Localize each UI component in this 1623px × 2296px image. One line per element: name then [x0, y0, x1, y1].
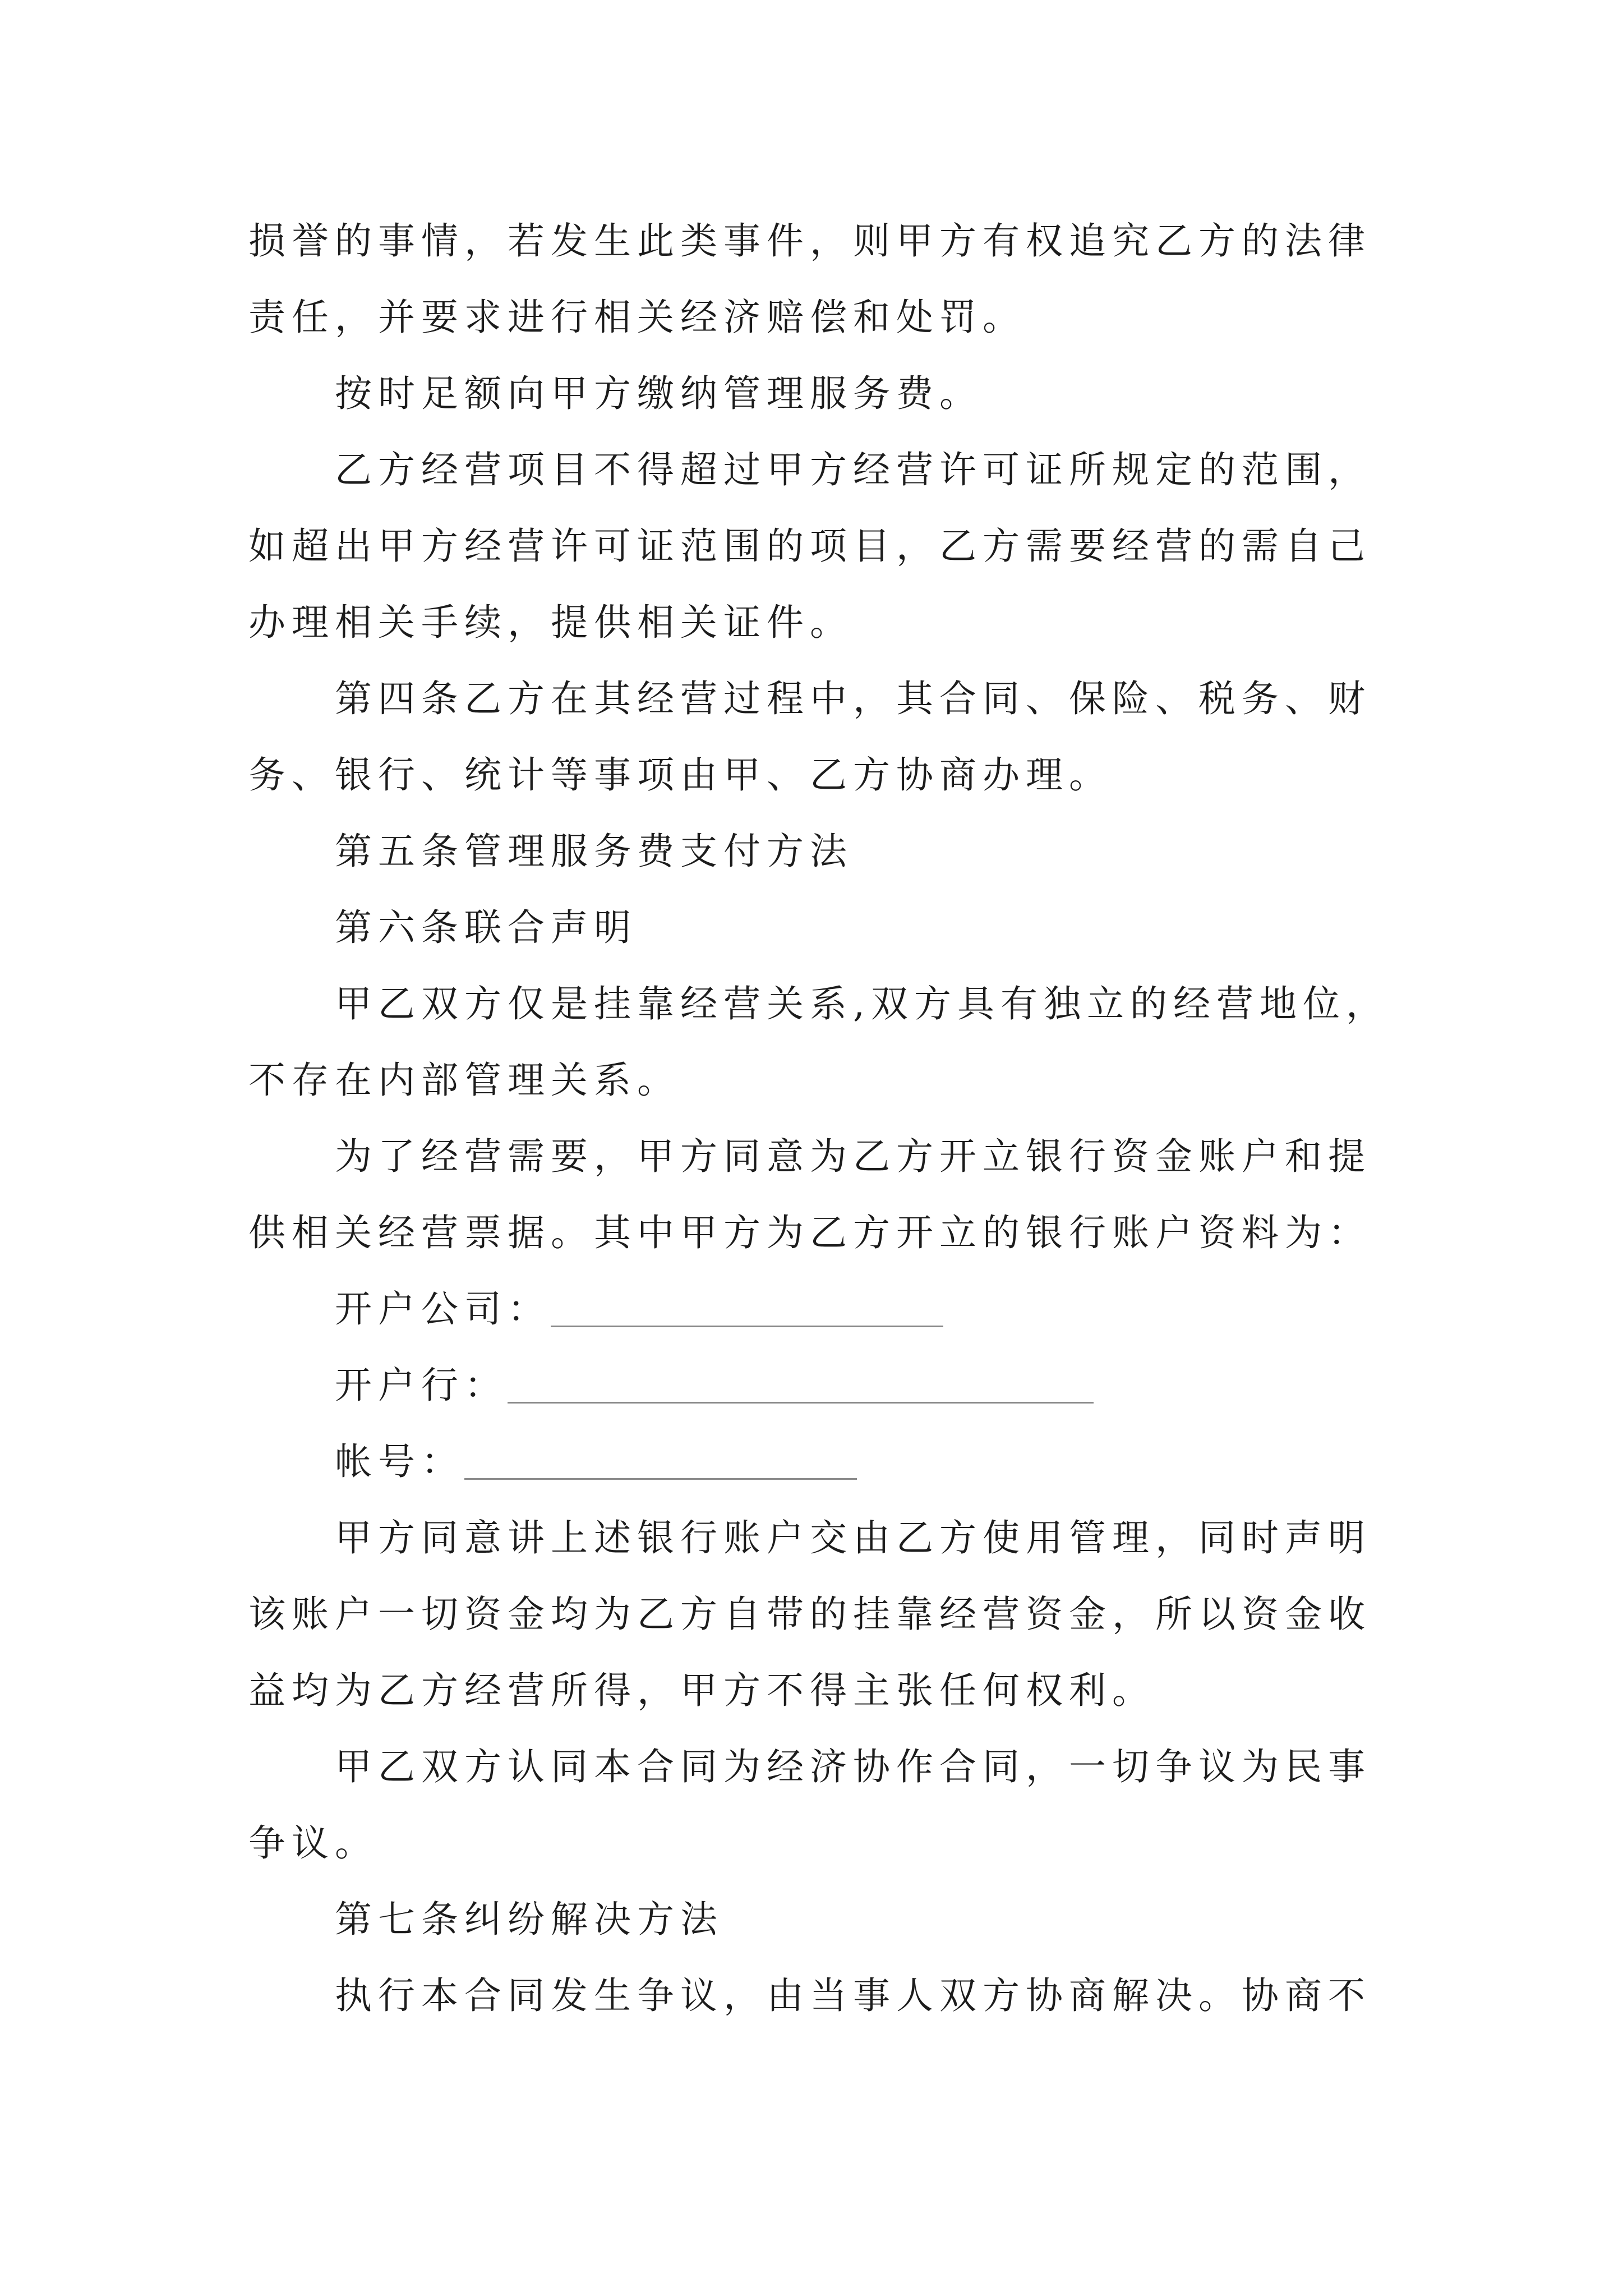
text-line: 损誉的事情，若发生此类事件，则甲方有权追究乙方的法律: [248, 219, 1371, 263]
paragraph-service-fee: [248, 356, 1426, 432]
bank-blank: [508, 1402, 1094, 1404]
article-5-heading: [248, 813, 1426, 890]
paragraph-affiliation: [248, 966, 1426, 1119]
text-line: 供相关经营票据。其中甲方为乙方开立的银行账户资料为：: [248, 1211, 1371, 1254]
text-line: 第六条联合声明: [335, 906, 637, 949]
text-line: 不存在内部管理关系。: [248, 1059, 680, 1102]
company-label: 开户公司：: [335, 1287, 551, 1331]
company-blank: [551, 1326, 943, 1327]
text-line: 第七条纠纷解决方法: [335, 1898, 723, 1941]
account-blank: [464, 1478, 857, 1480]
company-field-row: [248, 1271, 1426, 1347]
bank-label: 开户行：: [335, 1364, 508, 1407]
bank-account-form: [248, 1271, 1426, 1500]
paragraph-liability: [248, 203, 1426, 356]
text-line: 为了经营需要，甲方同意为乙方开立银行资金账户和提: [335, 1135, 1371, 1178]
bank-field-row: [248, 1347, 1426, 1424]
text-line: 第四条乙方在其经营过程中，其合同、保险、税务、财: [335, 677, 1371, 720]
text-line: 该账户一切资金均为乙方自带的挂靠经营资金，所以资金收: [248, 1593, 1371, 1636]
account-label: 帐号：: [335, 1440, 464, 1483]
text-line: 争议。: [248, 1821, 378, 1865]
paragraph-business-scope: [248, 432, 1426, 661]
article-6-heading: [248, 890, 1426, 966]
text-line: 责任，并要求进行相关经济赔偿和处罚。: [248, 296, 1026, 339]
text-line: 甲乙双方认同本合同为经济协作合同，一切争议为民事: [335, 1745, 1371, 1788]
paragraph-account-usage: [248, 1500, 1426, 1729]
paragraph-article-4: [248, 661, 1426, 813]
text-line: 如超出甲方经营许可证范围的项目，乙方需要经营的需自己: [248, 524, 1371, 568]
paragraph-dispute-resolution: [248, 1958, 1426, 2034]
text-line: 甲乙双方仅是挂靠经营关系,双方具有独立的经营地位，: [335, 982, 1389, 1025]
account-field-row: [248, 1424, 1426, 1500]
article-7-heading: [248, 1881, 1426, 1958]
text-line: 益均为乙方经营所得，甲方不得主张任何权利。: [248, 1669, 1155, 1712]
text-line: 第五条管理服务费支付方法: [335, 830, 853, 873]
text-line: 务、银行、统计等事项由甲、乙方协商办理。: [248, 753, 1112, 797]
text-line: 办理相关手续，提供相关证件。: [248, 601, 853, 644]
text-line: 按时足额向甲方缴纳管理服务费。: [335, 372, 983, 415]
text-line: 执行本合同发生争议，由当事人双方协商解决。协商不: [335, 1974, 1371, 2017]
document-body: [248, 203, 1426, 2034]
paragraph-bank-account: [248, 1119, 1426, 1271]
text-line: 甲方同意讲上述银行账户交由乙方使用管理，同时声明: [335, 1516, 1371, 1559]
paragraph-civil-dispute: [248, 1729, 1426, 1881]
text-line: 乙方经营项目不得超过甲方经营许可证所规定的范围，: [335, 448, 1371, 491]
